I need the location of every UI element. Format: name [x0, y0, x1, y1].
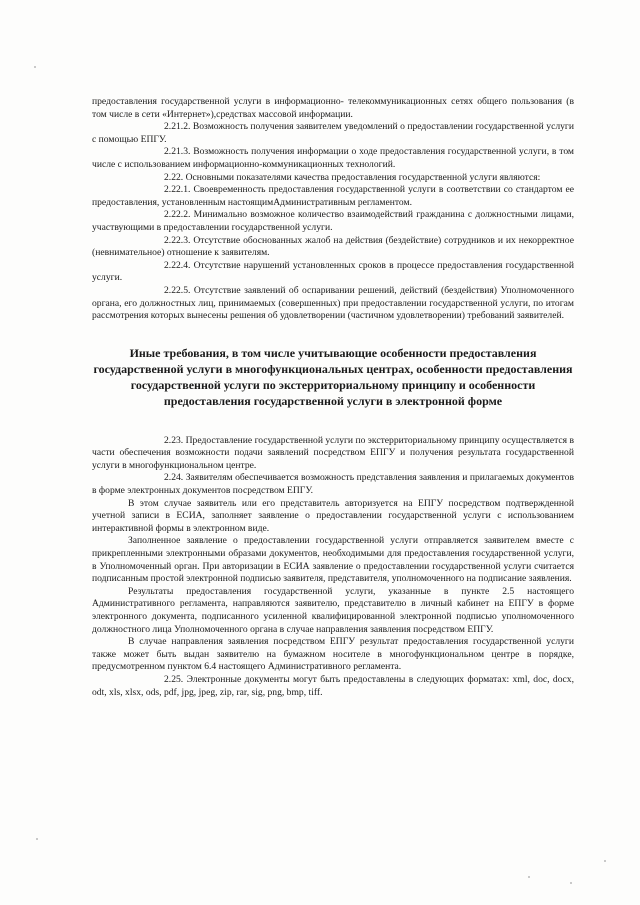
clause-number: 2.21.2.: [164, 121, 191, 133]
scan-speck: [528, 876, 530, 878]
paragraph-2-22-3: [92, 235, 574, 260]
clause-number: 2.24.: [164, 472, 184, 484]
clause-number: 2.22.4.: [164, 259, 191, 271]
clause-number: 2.25.: [164, 673, 184, 685]
clause-text: Отсутствие обоснованных жалоб на действия (бездействие) сотрудников и их некорректное (невнимательное) отношение к заявителям.: [92, 234, 574, 259]
clause-text: Предоставление государственной услуги по экстерриториальному принципу осуществляется в части обеспечения возможности подачи заявлений посредством ЕПГУ и получения результата государственной услуги в многофункциональном центре.: [92, 434, 574, 471]
paragraph-text: В случае направления заявления посредством ЕПГУ результат предоставления государственной услуги также может быть выдан заявителю на бумажном носителе в многофункциональном центре в порядке, предусмотренном пунктом 6.4 настоящего Административного регламента.: [92, 636, 574, 673]
document-body: [92, 96, 574, 699]
paragraph-2-21-2: [92, 121, 574, 146]
paragraph-paper-result: [92, 636, 574, 674]
paragraph-2-22-5: [92, 285, 574, 323]
scan-speck: [36, 838, 38, 840]
clause-text: Своевременность предоставления государственной услуги в соответствии со стандартом ее предоставления, установленным настоящимАдминистративным регламентом.: [92, 184, 574, 208]
clause-number: 2.22.3.: [164, 234, 191, 246]
paragraph-2-22-2: [92, 209, 574, 234]
clause-text: Минимально возможное количество взаимодействий гражданина с должностными лицами, участвующими в предоставлении государственной услуги.: [92, 209, 574, 233]
paragraph-results: [92, 586, 574, 636]
paragraph-2-22: [92, 172, 574, 185]
paragraph-text: Результаты предоставления государственной услуги, указанные в пункте 2.5 настоящего Административного регламента, направляются заявителю, представителю в личный кабинет на ЕПГУ в форме электронного документа, подписанного усиленной квалифицированной электронной подписью уполномоченного должностного лица Уполномоченного органа в случае направления заявления посредством ЕПГУ.: [92, 585, 574, 635]
paragraph-text: Заполненное заявление о предоставлении государственной услуги отправляется заявителем вместе с прикрепленными электронными образами документов, необходимыми для предоставления государственной услуги, в Уполномоченный орган. При авторизации в ЕСИА заявление о предоставлении государственной услуги считается подписанным простой электронной подписью заявителя, представителя, уполномоченного на подписание заявления.: [92, 535, 574, 585]
scan-speck: [34, 66, 36, 68]
clause-text: Отсутствие заявлений об оспаривании решений, действий (бездействия) Уполномоченного органа, его должностных лиц, принимаемых (совершенных) при предоставлении государственной услуги, по итогам рассмотрения которых вынесены решения об удовлетворении (частичном удовлетворении) требований заявителей.: [92, 284, 574, 322]
clause-text: Возможность получения заявителем уведомлений о предоставлении государственной услуги с помощью ЕПГУ.: [92, 121, 574, 145]
scan-speck: [604, 860, 606, 862]
clause-text: Основными показателями качества предоставления государственной услуги являются:: [185, 171, 541, 183]
clause-number: 2.21.3.: [164, 146, 191, 158]
clause-number: 2.23.: [164, 434, 184, 446]
clause-number: 2.22.1.: [164, 184, 191, 196]
paragraph-esia-authorization: [92, 498, 574, 536]
paragraph-2-22-1: [92, 184, 574, 209]
section-heading: Иные требования, в том числе учитывающие особенности предоставления государственной услуги в многофункциональных центрах, особенности предоставления государственной услуги по экстерриториальному принципу и особенности предоставления государственной услуги в электронной форме: [93, 345, 573, 408]
paragraph-2-24: [92, 472, 574, 497]
scan-speck: [570, 882, 572, 884]
paragraph-2-22-4: [92, 260, 574, 285]
paragraph-2-23: [92, 435, 574, 473]
clause-text: Электронные документы могут быть предоставлены в следующих форматах: xml, doc, docx, odt, xls, xlsx, ods, pdf, jpg, jpeg, zip, rar, sig, png, bmp, tiff.: [92, 673, 574, 698]
paragraph-2-21-3: [92, 146, 574, 171]
paragraph-2-25: [92, 674, 574, 699]
paragraph-text: В этом случае заявитель или его представитель авторизуется на ЕПГУ посредством подтвержденной учетной записи в ЕСИА, заполняет заявление о предоставлении государственной услуги с использованием интерактивной формы в электронном виде.: [92, 497, 574, 534]
clause-number: 2.22.: [164, 171, 184, 183]
clause-number: 2.22.2.: [164, 209, 191, 221]
clause-number: 2.22.5.: [164, 284, 191, 296]
clause-text: Отсутствие нарушений установленных сроков в процессе предоставления государственной услуги.: [92, 259, 574, 284]
paragraph-continuation: предоставления государственной услуги в информационно- телекоммуникационных сетях общего пользования (в том числе в сети «Интернет»),средствах массовой информации.: [92, 96, 574, 120]
paragraph-application-sending: [92, 535, 574, 585]
clause-text: Возможность получения информации о ходе предоставления государственной услуги, в том числе с использованием информационно-коммуникационных технологий.: [92, 146, 574, 170]
clause-text: Заявителям обеспечивается возможность представления заявления и прилагаемых документов в форме электронных документов посредством ЕПГУ.: [92, 472, 574, 497]
